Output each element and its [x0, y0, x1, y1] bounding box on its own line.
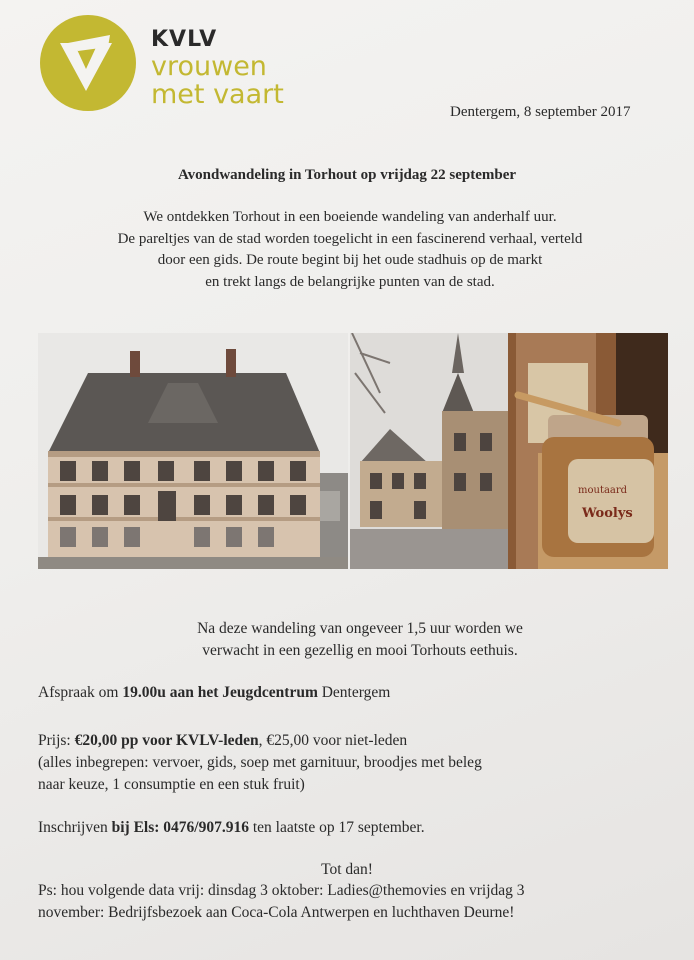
kvlv-logo-icon — [38, 13, 138, 113]
event-title: Avondwandeling in Torhout op vrijdag 22 september — [177, 167, 517, 183]
intro-line: en trekt langs de belangrijke punten van de stad. — [205, 273, 495, 290]
after-walk-line: verwacht in een gezellig en mooi Torhouts eethuis. — [202, 642, 518, 659]
intro-line: door een gids. De route begint bij het oude stadhuis op de markt — [157, 252, 543, 268]
signup-deadline: ten laatste op 17 september. — [248, 819, 425, 836]
member-price: €20,00 pp voor KVLV-leden — [74, 732, 259, 749]
mustard-jar-photo — [508, 333, 668, 569]
postscript-line: november: Bedrijfsbezoek aan Coca-Cola Antwerpen en luchthaven Deurne! — [38, 904, 515, 921]
jar-label-line: moutaard — [578, 485, 628, 496]
signup-prefix: Inschrijven — [38, 819, 112, 836]
after-walk-line: Na deze wandeling van ongeveer 1,5 uur worden we — [197, 620, 523, 637]
price-info — [38, 730, 658, 796]
postscript — [38, 880, 658, 924]
meeting-prefix: Afspraak om — [38, 684, 123, 701]
closing-line: Tot dan! — [321, 861, 373, 878]
tower-building-photo — [350, 333, 508, 569]
signup-info — [38, 817, 425, 839]
intro-paragraph — [90, 207, 610, 293]
price-detail-line: (alles inbegrepen: vervoer, gids, soep met garnituur, broodjes met beleg — [38, 754, 482, 771]
kvlv-logo — [38, 13, 328, 113]
signup-contact: bij Els: 0476/907.916 — [111, 819, 249, 836]
intro-line: De pareltjes van de stad worden toegelicht in een fascinerend verhaal, verteld — [117, 230, 583, 247]
brand-tagline-line: met vaart — [151, 79, 284, 110]
meeting-suffix: Dentergem — [317, 684, 391, 701]
postscript-line: Ps: hou volgende data vrij: dinsdag 3 oktober: Ladies@themovies en vrijdag 3 — [38, 882, 525, 899]
intro-line: We ontdekken Torhout in een boeiende wandeling van anderhalf uur. — [143, 209, 557, 225]
price-detail-line: naar keuze, 1 consumptie en een stuk fruit) — [38, 776, 305, 793]
meeting-time-place: 19.00u aan het Jeugdcentrum — [122, 684, 318, 701]
non-member-price: , €25,00 voor niet-leden — [258, 732, 408, 749]
brand-tagline — [151, 53, 284, 109]
brand-name: KVLV — [151, 27, 218, 52]
price-prefix: Prijs: — [38, 732, 75, 749]
jar-label-line: Woolys — [582, 506, 633, 521]
town-hall-photo — [38, 333, 348, 569]
meeting-info — [38, 682, 390, 704]
brand-tagline-line: vrouwen — [151, 51, 267, 82]
price-line — [38, 730, 658, 752]
after-walk-paragraph — [95, 618, 625, 662]
letter-date: Dentergem, 8 september 2017 — [450, 104, 631, 120]
